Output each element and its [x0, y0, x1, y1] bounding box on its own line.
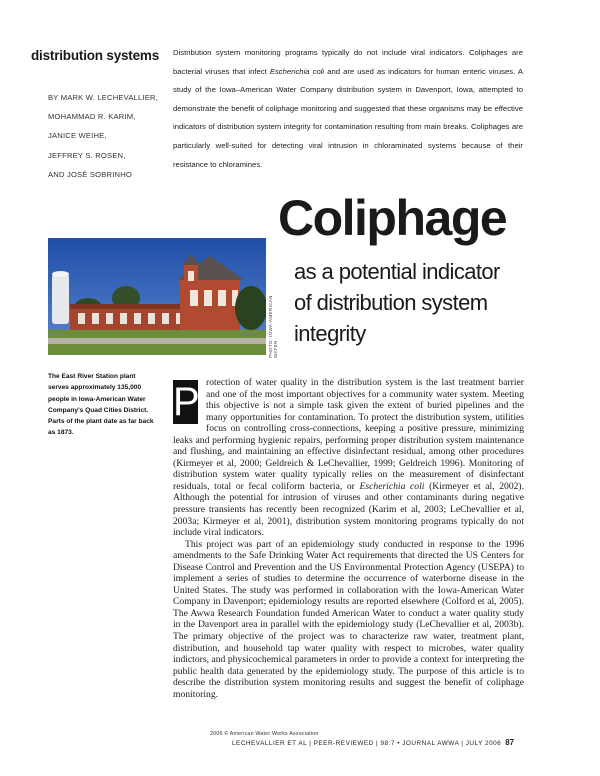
subtitle-line: of distribution system [294, 290, 488, 315]
drop-cap: P [173, 380, 200, 424]
page-number: 87 [505, 738, 515, 747]
abstract-part: and are used as indicators for human enteric viruses. A study of the Iowa–American Water Company distribution system in Davenport, Iowa, attempted to demonstrate the benefit of coliphage monitoring and suggested that these organisms may be effective indicators of distribution system integrity for contamination resulting from main breaks. Coliphages are particularly well-suited for detecting viral intrusion in chloraminated systems because of their resistance to chloramines. [173, 66, 523, 169]
article-title: Coliphage [278, 190, 507, 246]
article-subtitle [294, 256, 500, 349]
copyright-notice: 2006 © American Water Works Association [210, 731, 319, 737]
body-paragraph: This project was part of an epidemiology study conducted in response to the 1996 amendments to the Safe Drinking Water Act requirements that directed the US Centers for Disease Control and Prevention and the US Environmental Protection Agency (USEPA) to implement a series of studies to determine the occurrence of waterborne disease in the United States. The study was performed in collaboration with the Iowa-American Water Company in Davenport; epidemiology results are reported elsewhere (Colford et al, 2005). The Awwa Research Foundation funded American Water to conduct a water quality study in the Davenport area in parallel with the epidemiology study (LeChevallier et al, 2003b). The primary objective of the project was to characterize raw water, treatment plant, distribution, and household tap water quality with respect to microbes, water quality indictors, and physicochemical parameters in order to provide a context for interpreting the public health data generated by the epidemiology study. The purpose of this article is to describe the distribution system monitoring results and suggest the benefit of coliphage monitoring. [173, 538, 524, 700]
body-paragraph [173, 377, 524, 539]
author-line: MOHAMMAD R. KARIM, [48, 112, 136, 122]
plant-photo-illustration [48, 238, 266, 355]
body-organism: Escherichia coli [359, 480, 425, 492]
plant-photo [48, 238, 266, 355]
author-line: JANICE WEIHE, [48, 131, 107, 141]
running-footer [232, 738, 514, 747]
abstract-organism: Escherichia coli [269, 66, 325, 76]
author-byline [48, 88, 158, 184]
photo-credit: PHOTO: IOWA-AMERICAN WATER [268, 295, 278, 358]
running-head: LECHEVALLIER ET AL | PEER-REVIEWED | 98:7 • JOURNAL AWWA | JULY 2006 [232, 740, 502, 747]
subtitle-line: integrity [294, 321, 366, 346]
section-label: distribution systems [31, 48, 160, 63]
author-line: JEFFREY S. ROSEN, [48, 150, 126, 160]
body-text-run: rotection of water quality in the distribution system is the last treatment barrier and one of the most important objectives for a community water system. Meeting this objective is not a simple task given the extent of buried pipelines and the many opportunities for contamination. To protect the distribution system, utilities focus on controlling cross-connections, keeping a positive pressure, minimizing leaks and performing hygienic repairs, performing proper distribution system maintenance and flushing, and maintaining an effective disinfectant residual, among other procedures (Kirmeyer et al, 2000; Geldreich & LeChevallier, 1999; Geldreich 1996). Monitoring of distribution system water quality typically relies on the measurement of disinfectant residuals, total or fecal coliform bacteria, or [173, 377, 524, 492]
author-line: BY MARK W. LECHEVALLIER, [48, 93, 159, 102]
subtitle-line: as a potential indicator [294, 259, 500, 284]
article-body [173, 377, 524, 700]
abstract [173, 44, 523, 174]
author-line: AND JOSÉ SOBRINHO [48, 169, 132, 179]
abstract-part: Distribution system monitoring programs typically do not include viral indicators. Coliphages are bacterial viruses that infect [173, 48, 523, 76]
body-text-run: (Kirmeyer et al, 2002). Although the potential for intrusion of viruses and other contaminants during negative pressure transients has recently been recognized (Karim et al, 2003; LeChevallier et al, 2003a; Kirmeyer et al, 2001), distribution system monitoring programs typically do not include viral indicators. [173, 480, 525, 539]
photo-caption: The East River Station plant serves approximately 135,000 people in Iowa-American Water Company’s Quad Cities District. Parts of the plant date as far back as 1873. [48, 373, 154, 437]
